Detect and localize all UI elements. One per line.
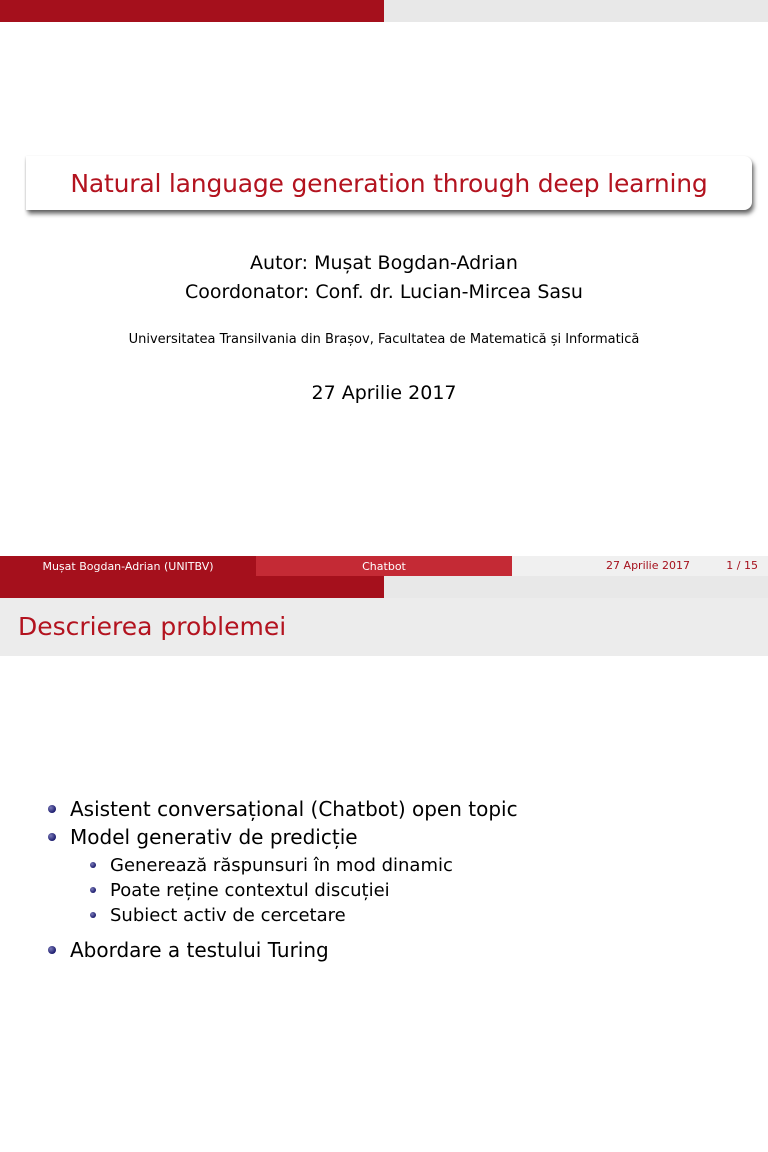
sub-list-item-text: Subiect activ de cercetare — [110, 905, 346, 926]
list-item — [48, 795, 748, 823]
list-item — [48, 823, 748, 851]
footer-info — [512, 556, 768, 576]
presentation-date: 27 Aprilie 2017 — [311, 382, 457, 404]
sub-list-item — [90, 903, 748, 928]
footer-short-title — [256, 556, 512, 576]
sub-list-item-text: Poate reține contextul discuției — [110, 880, 390, 901]
bullet-icon — [48, 946, 56, 954]
top-bar-gray — [384, 576, 768, 598]
sub-bullet-icon — [90, 862, 96, 868]
institution-line: Universitatea Transilvania din Brașov, Facultatea de Matematică și Informatică — [128, 332, 640, 347]
top-bar — [0, 0, 768, 22]
sub-list-item — [90, 878, 748, 903]
list-item — [48, 936, 748, 964]
coordinator-line: Coordonator: Conf. dr. Lucian-Mircea Sasu — [185, 281, 583, 303]
presentation-title: Natural language generation through deep learning — [70, 168, 708, 198]
frame-title: Descrierea problemei — [18, 612, 287, 641]
sub-list-item — [90, 853, 748, 878]
list-item-text: Asistent conversațional (Chatbot) open topic — [70, 797, 518, 821]
top-bar-red — [0, 576, 384, 598]
footer-bar — [0, 556, 768, 576]
footer-date: 27 Aprilie 2017 — [606, 559, 690, 572]
list-item-text: Model generativ de predicție — [70, 825, 358, 849]
title-box — [26, 156, 752, 210]
top-bar-gray — [384, 0, 768, 22]
bullet-list — [48, 795, 748, 964]
footer-short-title-text: Chatbot — [362, 559, 406, 573]
list-item-text: Abordare a testului Turing — [70, 938, 329, 962]
author-line: Autor: Mușat Bogdan-Adrian — [250, 252, 518, 274]
bullet-icon — [48, 805, 56, 813]
frame-title-bar — [0, 598, 768, 656]
sub-bullet-icon — [90, 912, 96, 918]
top-bar-red — [0, 0, 384, 22]
footer-author — [0, 556, 256, 576]
footer-page-number: 1 / 15 — [726, 559, 758, 572]
footer-author-text: Mușat Bogdan-Adrian (UNITBV) — [42, 559, 214, 573]
sub-list-item-text: Generează răspunsuri în mod dinamic — [110, 855, 453, 876]
sub-bullet-icon — [90, 887, 96, 893]
bullet-icon — [48, 833, 56, 841]
sub-list — [48, 853, 748, 928]
content-slide — [0, 576, 768, 1152]
top-bar — [0, 576, 768, 598]
